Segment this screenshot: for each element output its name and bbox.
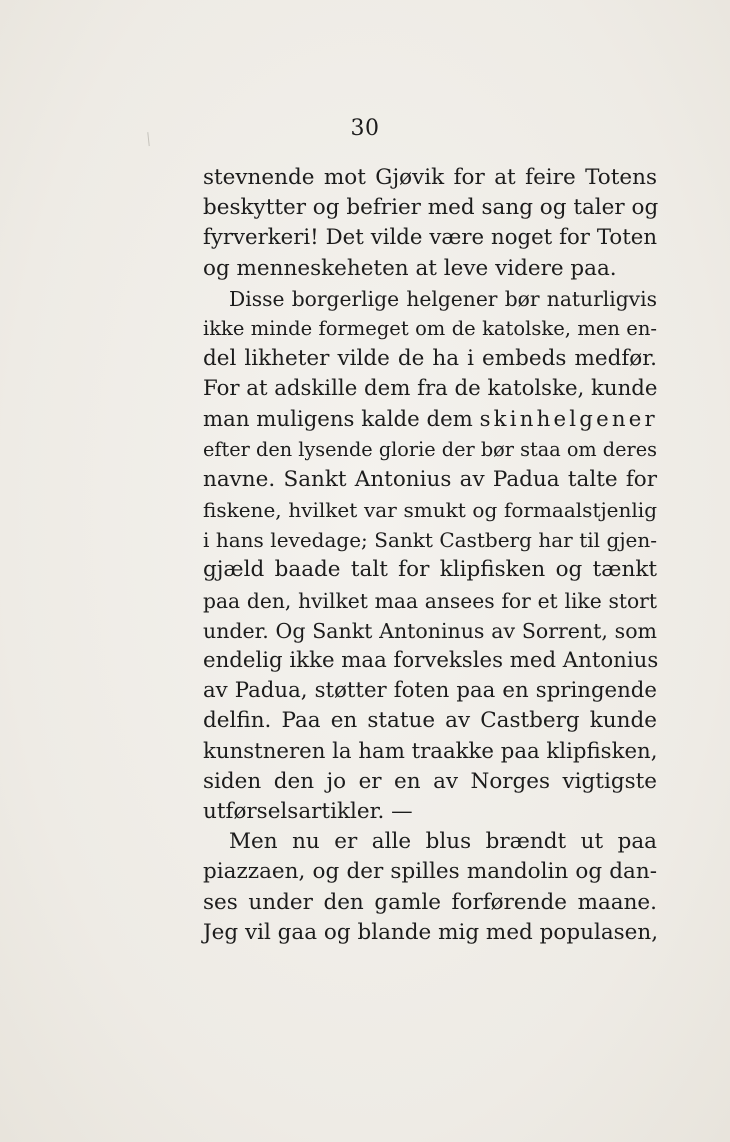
text-line: av Padua, støtter foten paa en springende bbox=[203, 678, 657, 704]
text-line: Men nu er alle blus brændt ut paa bbox=[229, 829, 657, 855]
body-text bbox=[203, 163, 657, 948]
text-line: del likheter vilde de ha i embeds medfør. bbox=[203, 346, 657, 372]
text-line: piazzaen, og der spilles mandolin og dan- bbox=[203, 859, 657, 885]
spaced-word: skinhelgener bbox=[479, 406, 658, 432]
text-line: efter den lysende glorie der bør staa om deres bbox=[203, 437, 657, 461]
text-line: fyrverkeri! Det vilde være noget for Toten bbox=[203, 225, 657, 251]
text-line: fiskene, hvilket var smukt og formaalstjenlig bbox=[203, 498, 657, 523]
text-line: paa den, hvilket maa ansees for et like stort bbox=[203, 588, 657, 613]
text-line: under. Og Sankt Antoninus av Sorrent, som bbox=[203, 618, 657, 643]
text-line: stevnende mot Gjøvik for at feire Totens bbox=[203, 165, 657, 190]
text-line: kunstneren la ham traakke paa klipfisken, bbox=[203, 738, 658, 764]
page-number: 30 bbox=[350, 116, 380, 141]
text-line: For at adskille dem fra de katolske, kunde bbox=[203, 376, 658, 402]
text-line: siden den jo er en av Norges vigtigste bbox=[203, 768, 657, 794]
text-line: ses under den gamle forførende maane. bbox=[203, 889, 657, 915]
text-line: i hans levedage; Sankt Castberg har til gjen- bbox=[203, 528, 657, 553]
text-line bbox=[203, 405, 657, 435]
text-line: beskytter og befrier med sang og taler og bbox=[203, 195, 659, 221]
text-line: utførselsartikler. — bbox=[203, 798, 413, 824]
text-line: Jeg vil gaa og blande mig med populasen, bbox=[203, 919, 659, 945]
text-line: navne. Sankt Antonius av Padua talte for bbox=[203, 466, 657, 492]
text-line: endelig ikke maa forveksles med Antonius bbox=[203, 648, 659, 673]
text-segment: man muligens kalde dem bbox=[203, 406, 480, 432]
text-line: ikke minde formeget om de katolske, men en- bbox=[203, 316, 657, 340]
text-line: Disse borgerlige helgener bør naturligvis bbox=[229, 286, 657, 311]
text-line: og menneskeheten at leve videre paa. bbox=[203, 255, 617, 281]
text-line: delfin. Paa en statue av Castberg kunde bbox=[203, 708, 657, 734]
text-line: gjæld baade talt for klipfisken og tænkt bbox=[203, 557, 657, 583]
